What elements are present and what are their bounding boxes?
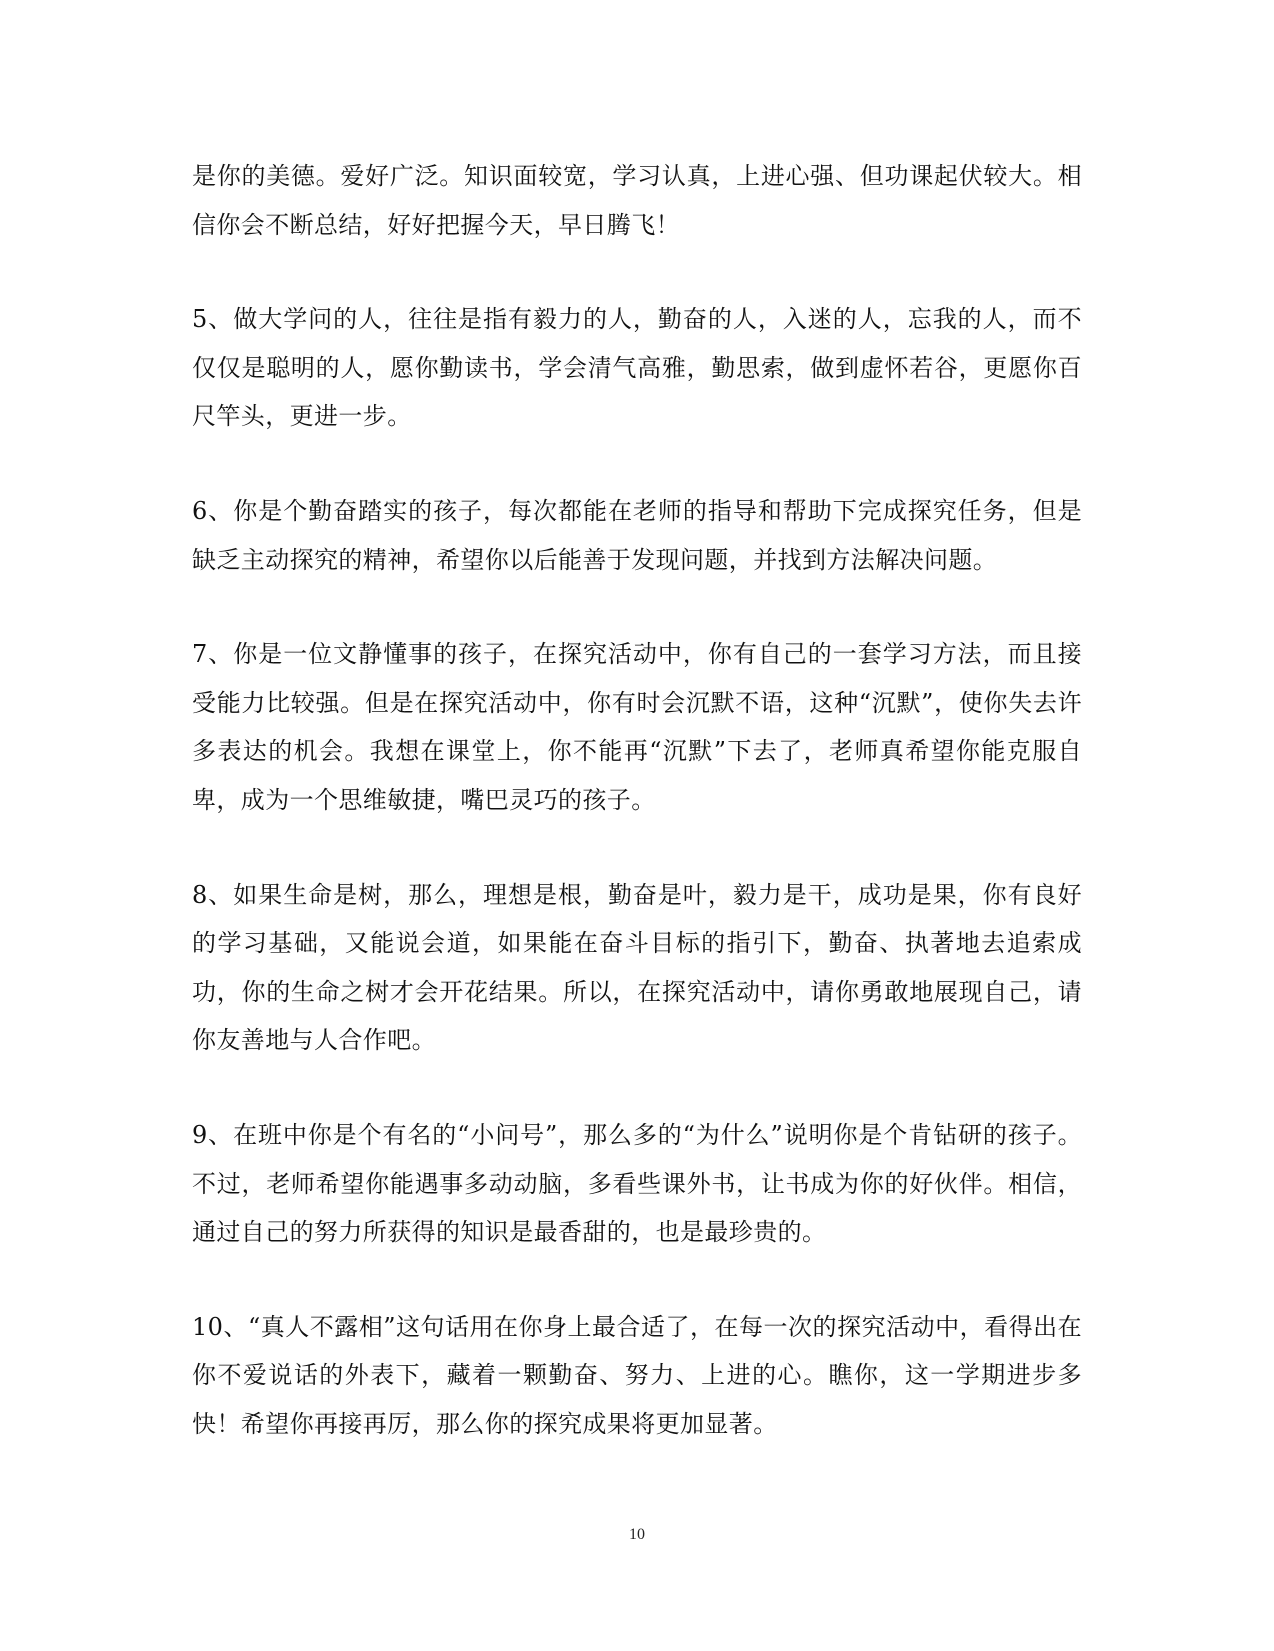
page-number: 10: [629, 1526, 645, 1543]
paragraph-8: 8、如果生命是树，那么，理想是根，勤奋是叶，毅力是干，成功是果，你有良好的学习基础，又能说会道，如果能在奋斗目标的指引下，勤奋、执著地去追索成功，你的生命之树才会开花结果。所以，在探究活动中，请你勇敢地展现自己，请你友善地与人合作吧。: [192, 880, 1082, 1055]
paragraph-5: 5、做大学问的人，往往是指有毅力的人，勤奋的人，入迷的人，忘我的人，而不仅仅是聪明的人，愿你勤读书，学会清气高雅，勤思索，做到虚怀若谷，更愿你百尺竿头，更进一步。: [192, 305, 1082, 431]
paragraph-10: 10、“真人不露相”这句话用在你身上最合适了，在每一次的探究活动中，看得出在你不爱说话的外表下，藏着一颗勤奋、努力、上进的心。瞧你，这一学期进步多快！希望你再接再厉，那么你的探究成果将更加显著。: [192, 1312, 1082, 1438]
paragraph-continued: 是你的美德。爱好广泛。知识面较宽，学习认真，上进心强、但功课起伏较大。相信你会不断总结，好好把握今天，早日腾飞！: [192, 162, 1082, 239]
paragraph-7: 7、你是一位文静懂事的孩子，在探究活动中，你有自己的一套学习方法，而且接受能力比较强。但是在探究活动中，你有时会沉默不语，这种“沉默”，使你失去许多表达的机会。我想在课堂上，你不能再“沉默”下去了，老师真希望你能克服自卑，成为一个思维敏捷，嘴巴灵巧的孩子。: [192, 640, 1082, 814]
paragraph-9: 9、在班中你是个有名的“小问号”，那么多的“为什么”说明你是个肯钻研的孩子。不过，老师希望你能遇事多动动脑，多看些课外书，让书成为你的好伙伴。相信，通过自己的努力所获得的知识是最香甜的，也是最珍贵的。: [192, 1120, 1082, 1247]
paragraph-6: 6、你是个勤奋踏实的孩子，每次都能在老师的指导和帮助下完成探究任务，但是缺乏主动探究的精神，希望你以后能善于发现问题，并找到方法解决问题。: [192, 496, 1082, 574]
document-body: [192, 152, 1082, 1494]
